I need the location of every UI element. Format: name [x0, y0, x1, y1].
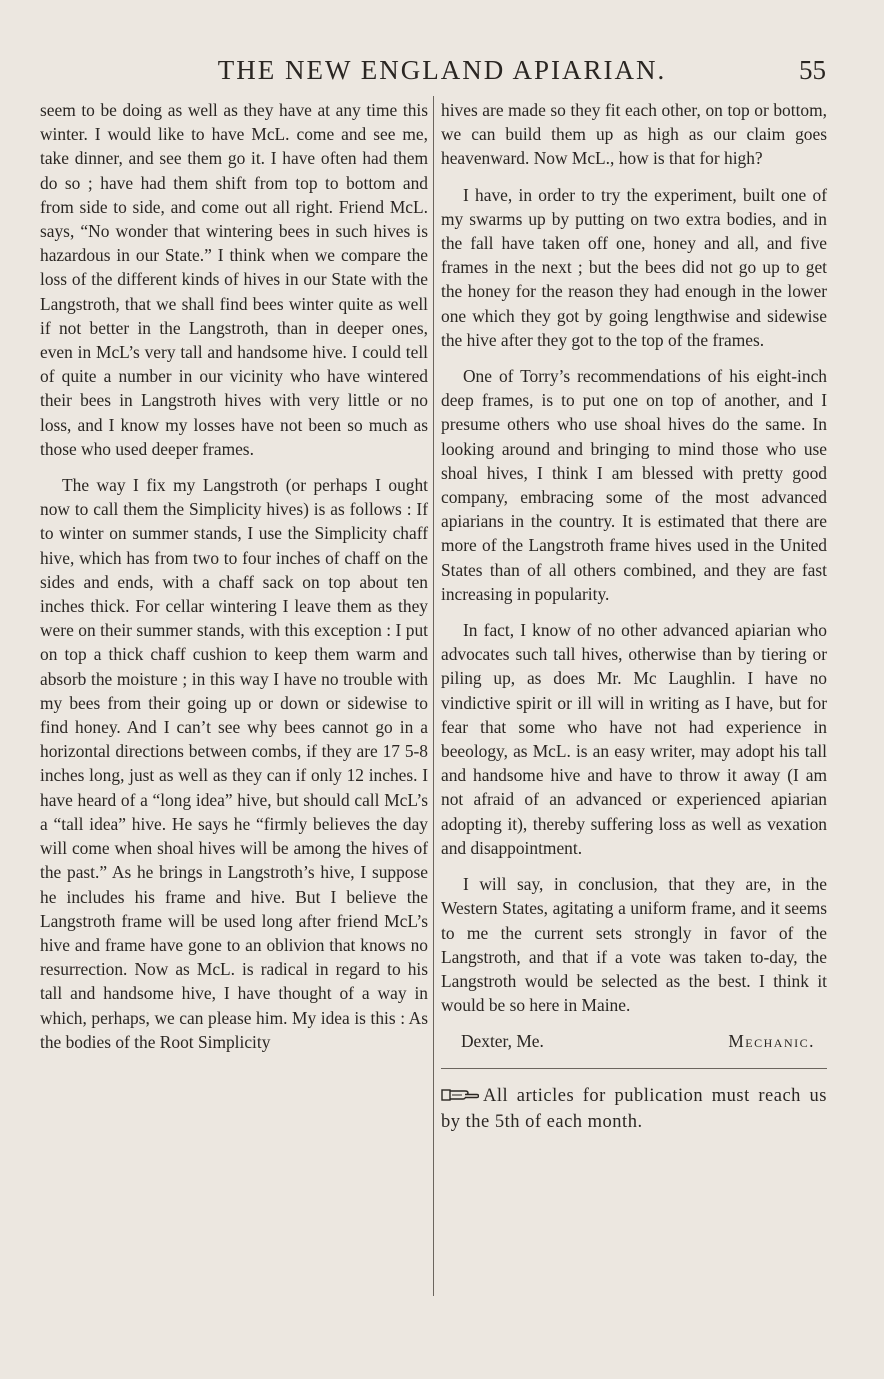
- publication-notice: [441, 1083, 827, 1135]
- right-paragraph-1: hives are made so they fit each other, on top or bottom, we can build them up as high as our claim goes heavenward. Now McL., how is that for high?: [441, 100, 827, 169]
- right-paragraph-2: I have, in order to try the experiment, built one of my swarms up by putting on two extra bodies, and in the fall have taken off one, honey and all, and five frames in the next ; but the bees did not go up to get the honey for the reason they had enough in the lower one which they got by going lengthwise and sidewise the hive after they got to the top of the frames.: [441, 184, 827, 350]
- notice-text: All articles for publication must reach us by the 5th of each month.: [441, 1085, 827, 1132]
- right-paragraph-3: One of Torry’s recommendations of his eight-inch deep frames, is to put one on top of another, and I presume others who use shoal hives do the same. In looking around and bringing to mind those who use shoal hives, I think I am blessed with pretty good company, embracing some of the most advanced apiarians in the country. It is estimated that there are more of the Langstroth frame hives used in the United States than of all others combined, and they are fast increasing in popularity.: [441, 366, 827, 604]
- page-header: [0, 52, 884, 88]
- left-column: [40, 98, 428, 1318]
- pointing-hand-icon: [441, 1085, 479, 1101]
- signature-author: Mechanic.: [728, 1031, 815, 1052]
- left-paragraph-2: The way I fix my Langstroth (or perhaps I ought now to call them the Simplicity hives) is as follows : If to winter on summer stands, I use the Simplicity chaff hive, which has from two to four inches of chaff on the sides and ends, with a chaff sack on top about ten inches thick. For cellar wintering I leave them as they were on their summer stands, with this exception : I put on top a thick chaff cushion to keep them warm and absorb the moisture ; in this way I have no trouble with my bees from their going up or down or sidewise to find honey. And I can’t see why bees cannot go in a horizontal directions between combs, if they are 17 5-8 inches long, just as well as they can if only 12 inches. I have heard of a “long idea” hive, but should call McL’s a “tall idea” hive. He says he “firmly believes the day will come when shoal hives will be among the hives of the past.” As he brings in Langstroth’s hive, I suppose he includes his frame and hive. But I believe the Langstroth frame will be used long after friend McL’s hive and frame have gone to an oblivion that knows no resurrection. Now as McL. is radical in regard to his tall and handsome hive, I have thought of a way in which, perhaps, we can please him. My idea is this : As the bodies of the Root Simplicity: [40, 475, 428, 1052]
- right-paragraph-5: I will say, in conclusion, that they are, in the Western States, agitating a uniform frame, and it seems to me the current sets strongly in favor of the Langstroth, and that if a vote was taken to-day, the Langstroth would be selected as the best. I think it would be so here in Maine.: [441, 874, 827, 1016]
- journal-title: THE NEW ENGLAND APIARIAN.: [217, 55, 667, 85]
- left-paragraph-1: seem to be doing as well as they have at any time this winter. I would like to have McL. come and see me, take dinner, and see them go it. I have often had them do so ; have had them shift from top to bottom and from side to side, and come out all right. Friend McL. says, “No wonder that wintering bees in such hives is hazardous in our State.” I think when we compare the loss of the different kinds of hives in our State with the Langstroth, that we shall find bees winter quite as well if not better in the Langstroth, than in deeper ones, even in McL’s very tall and handsome hive. I could tell of quite a number in our vicinity who have wintered their bees in Langstroth hives with very little or no loss, and I know my losses have not been so much as those who used deeper frames.: [40, 100, 428, 459]
- right-paragraph-4: In fact, I know of no other advanced apiarian who advocates such tall hives, otherwise than by tiering or piling up, as does Mr. Mc Laughlin. I have no vindictive spirit or ill will in writing as I have, but for fear that some who have not had experience in beeology, as McL. is an easy writer, may adopt his tall and handsome hive and have to throw it away (I am not afraid of an advanced or experienced apiarian adopting it), thereby suffering loss as well as vexation and disappointment.: [441, 620, 827, 858]
- signature-line: [441, 1029, 827, 1053]
- right-column: [441, 98, 827, 1318]
- section-rule: [441, 1068, 827, 1069]
- signature-place: Dexter, Me.: [461, 1031, 544, 1052]
- column-divider: [433, 96, 434, 1296]
- page-number: 55: [799, 55, 826, 85]
